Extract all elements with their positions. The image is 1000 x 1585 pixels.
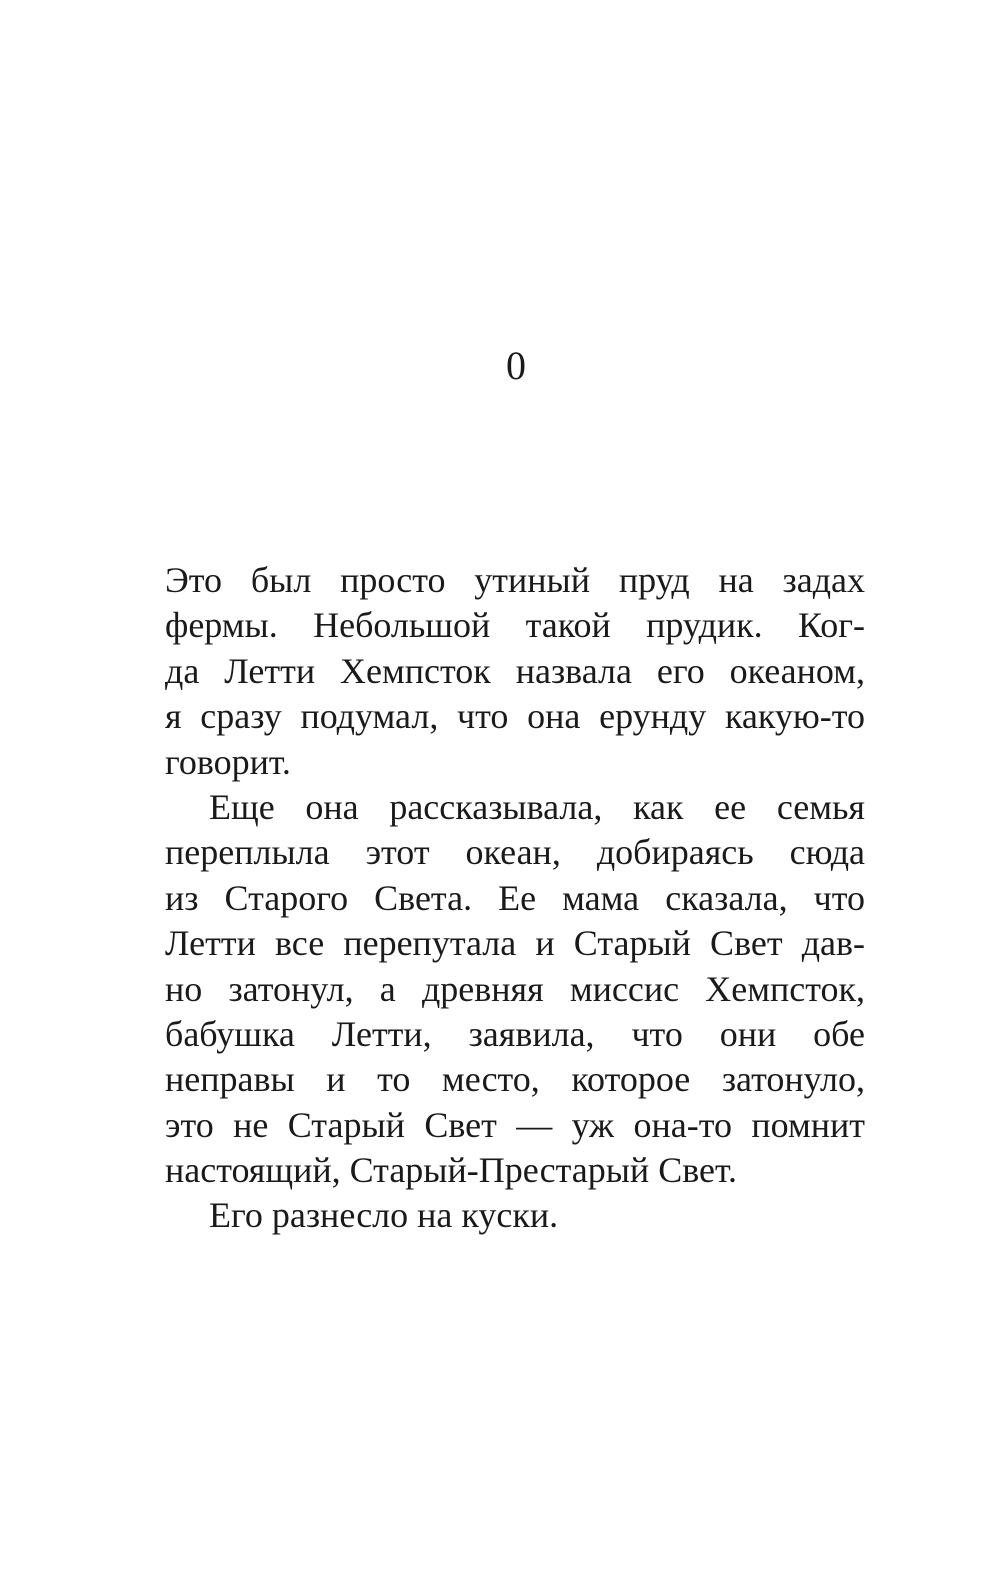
text-line: да Летти Хемпсток назвала его океаном,: [165, 650, 865, 691]
paragraph: [165, 558, 865, 785]
text-line: фермы. Небольшой такой прудик. Ког-: [165, 605, 865, 646]
paragraph: [165, 785, 865, 1194]
paragraph: [165, 1193, 865, 1238]
text-line: но затонул, а древняя миссис Хемпсток,: [165, 968, 865, 1009]
text-line: Его разнесло на куски.: [209, 1195, 559, 1236]
text-line: говорит.: [165, 741, 291, 782]
text-line: переплыла этот океан, добираясь сюда: [165, 832, 865, 873]
text-line: Еще она рассказывала, как ее семья: [209, 786, 865, 827]
text-line: Это был просто утиный пруд на задах: [165, 560, 865, 600]
text-line: Летти все перепутала и Старый Свет дав-: [165, 923, 865, 964]
body-text: [165, 558, 865, 1239]
chapter-number: 0: [506, 343, 526, 388]
text-line: неправы и то место, которое затонуло,: [165, 1059, 865, 1100]
text-line: из Старого Света. Ее мама сказала, что: [165, 877, 865, 918]
text-line: настоящий, Старый-Престарый Свет.: [165, 1150, 737, 1191]
text-line: это не Старый Свет — уж она-то помнит: [165, 1104, 865, 1145]
text-line: я сразу подумал, что она ерунду какую-то: [165, 696, 865, 737]
text-line: бабушка Летти, заявила, что они обе: [165, 1013, 865, 1054]
